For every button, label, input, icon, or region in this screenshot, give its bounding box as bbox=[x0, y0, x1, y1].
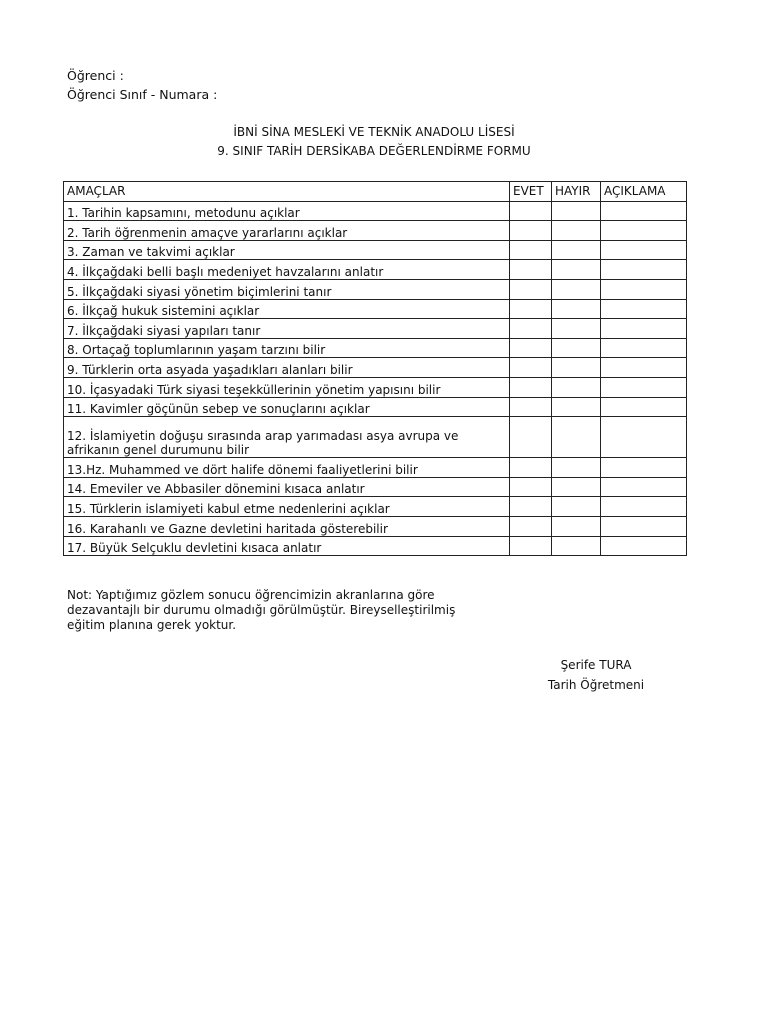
explanation-cell[interactable] bbox=[601, 497, 687, 517]
signature-block bbox=[540, 655, 652, 695]
no-cell[interactable] bbox=[552, 299, 601, 319]
yes-cell[interactable] bbox=[510, 221, 552, 241]
explanation-cell[interactable] bbox=[601, 279, 687, 299]
table-row bbox=[64, 319, 687, 339]
yes-cell[interactable] bbox=[510, 477, 552, 497]
teacher-title: Tarih Öğretmeni bbox=[547, 678, 645, 692]
yes-cell[interactable] bbox=[510, 319, 552, 339]
no-cell[interactable] bbox=[552, 377, 601, 397]
no-cell[interactable] bbox=[552, 240, 601, 260]
no-cell[interactable] bbox=[552, 397, 601, 417]
explanation-cell[interactable] bbox=[601, 358, 687, 378]
column-header-aims: AMAÇLAR bbox=[64, 182, 510, 202]
no-cell[interactable] bbox=[552, 221, 601, 241]
evaluation-table-body bbox=[64, 182, 687, 556]
no-cell[interactable] bbox=[552, 516, 601, 536]
table-row bbox=[64, 201, 687, 221]
student-info bbox=[67, 66, 217, 104]
table-row bbox=[64, 477, 687, 497]
table-row bbox=[64, 279, 687, 299]
aim-cell: 8. Ortaçağ toplumlarının yaşam tarzını bilir bbox=[64, 338, 510, 358]
explanation-cell[interactable] bbox=[601, 536, 687, 556]
table-row bbox=[64, 240, 687, 260]
no-cell[interactable] bbox=[552, 458, 601, 478]
aim-cell: 5. İlkçağdaki siyasi yönetim biçimlerini tanır bbox=[64, 279, 510, 299]
table-row bbox=[64, 417, 687, 458]
teacher-name: Şerife TURA bbox=[560, 658, 632, 672]
yes-cell[interactable] bbox=[510, 417, 552, 458]
yes-cell[interactable] bbox=[510, 299, 552, 319]
form-title: 9. SINIF TARİH DERSİKABA DEĞERLENDİRME FORMU bbox=[217, 144, 531, 158]
column-header-explanation: AÇIKLAMA bbox=[601, 182, 687, 202]
table-row bbox=[64, 299, 687, 319]
table-row bbox=[64, 221, 687, 241]
yes-cell[interactable] bbox=[510, 338, 552, 358]
explanation-cell[interactable] bbox=[601, 299, 687, 319]
explanation-cell[interactable] bbox=[601, 240, 687, 260]
yes-cell[interactable] bbox=[510, 458, 552, 478]
table-row bbox=[64, 458, 687, 478]
aim-cell: 4. İlkçağdaki belli başlı medeniyet havzalarını anlatır bbox=[64, 260, 510, 280]
no-cell[interactable] bbox=[552, 338, 601, 358]
explanation-cell[interactable] bbox=[601, 201, 687, 221]
no-cell[interactable] bbox=[552, 279, 601, 299]
table-row bbox=[64, 497, 687, 517]
explanation-cell[interactable] bbox=[601, 319, 687, 339]
table-row bbox=[64, 260, 687, 280]
no-cell[interactable] bbox=[552, 319, 601, 339]
table-row bbox=[64, 358, 687, 378]
yes-cell[interactable] bbox=[510, 279, 552, 299]
aim-cell: 14. Emeviler ve Abbasiler dönemini kısaca anlatır bbox=[64, 477, 510, 497]
no-cell[interactable] bbox=[552, 536, 601, 556]
aim-cell: 6. İlkçağ hukuk sistemini açıklar bbox=[64, 299, 510, 319]
column-header-no: HAYIR bbox=[552, 182, 601, 202]
aim-cell: 17. Büyük Selçuklu devletini kısaca anlatır bbox=[64, 536, 510, 556]
aim-cell: 1. Tarihin kapsamını, metodunu açıklar bbox=[64, 201, 510, 221]
table-row bbox=[64, 397, 687, 417]
table-row bbox=[64, 516, 687, 536]
note-text: Not: Yaptığımız gözlem sonucu öğrencimizin akranlarına göre dezavantajlı bir durumu olmadığı görülmüştür. Bireyselleştirilmiş eğitim planına gerek yoktur. bbox=[67, 588, 456, 632]
table-row bbox=[64, 536, 687, 556]
explanation-cell[interactable] bbox=[601, 260, 687, 280]
aim-cell: 9. Türklerin orta asyada yaşadıkları alanları bilir bbox=[64, 358, 510, 378]
aim-cell: 16. Karahanlı ve Gazne devletini haritada gösterebilir bbox=[64, 516, 510, 536]
aim-cell: 11. Kavimler göçünün sebep ve sonuçlarını açıklar bbox=[64, 397, 510, 417]
no-cell[interactable] bbox=[552, 358, 601, 378]
aim-cell: 13.Hz. Muhammed ve dört halife dönemi faaliyetlerini bilir bbox=[64, 458, 510, 478]
aim-cell: 12. İslamiyetin doğuşu sırasında arap yarımadası asya avrupa ve afrikanın genel durumunu bilir bbox=[64, 417, 510, 458]
explanation-cell[interactable] bbox=[601, 458, 687, 478]
yes-cell[interactable] bbox=[510, 358, 552, 378]
no-cell[interactable] bbox=[552, 497, 601, 517]
explanation-cell[interactable] bbox=[601, 397, 687, 417]
yes-cell[interactable] bbox=[510, 516, 552, 536]
aim-cell: 7. İlkçağdaki siyasi yapıları tanır bbox=[64, 319, 510, 339]
explanation-cell[interactable] bbox=[601, 221, 687, 241]
table-header-row bbox=[64, 182, 687, 202]
form-header bbox=[0, 123, 748, 161]
explanation-cell[interactable] bbox=[601, 338, 687, 358]
table-row bbox=[64, 338, 687, 358]
no-cell[interactable] bbox=[552, 201, 601, 221]
aim-cell: 2. Tarih öğrenmenin amaçve yararlarını açıklar bbox=[64, 221, 510, 241]
yes-cell[interactable] bbox=[510, 536, 552, 556]
aim-cell: 3. Zaman ve takvimi açıklar bbox=[64, 240, 510, 260]
student-name-label: Öğrenci : bbox=[67, 68, 124, 83]
school-name: İBNİ SİNA MESLEKİ VE TEKNİK ANADOLU LİSESİ bbox=[233, 125, 515, 139]
explanation-cell[interactable] bbox=[601, 477, 687, 497]
yes-cell[interactable] bbox=[510, 240, 552, 260]
yes-cell[interactable] bbox=[510, 201, 552, 221]
explanation-cell[interactable] bbox=[601, 417, 687, 458]
explanation-cell[interactable] bbox=[601, 516, 687, 536]
aim-cell: 15. Türklerin islamiyeti kabul etme nedenlerini açıklar bbox=[64, 497, 510, 517]
yes-cell[interactable] bbox=[510, 377, 552, 397]
no-cell[interactable] bbox=[552, 260, 601, 280]
no-cell[interactable] bbox=[552, 477, 601, 497]
yes-cell[interactable] bbox=[510, 260, 552, 280]
aim-cell: 10. İçasyadaki Türk siyasi teşekküllerinin yönetim yapısını bilir bbox=[64, 377, 510, 397]
explanation-cell[interactable] bbox=[601, 377, 687, 397]
student-class-label: Öğrenci Sınıf - Numara : bbox=[67, 87, 218, 102]
table-row bbox=[64, 377, 687, 397]
column-header-yes: EVET bbox=[510, 182, 552, 202]
yes-cell[interactable] bbox=[510, 497, 552, 517]
no-cell[interactable] bbox=[552, 417, 601, 458]
evaluation-table bbox=[63, 181, 687, 556]
yes-cell[interactable] bbox=[510, 397, 552, 417]
